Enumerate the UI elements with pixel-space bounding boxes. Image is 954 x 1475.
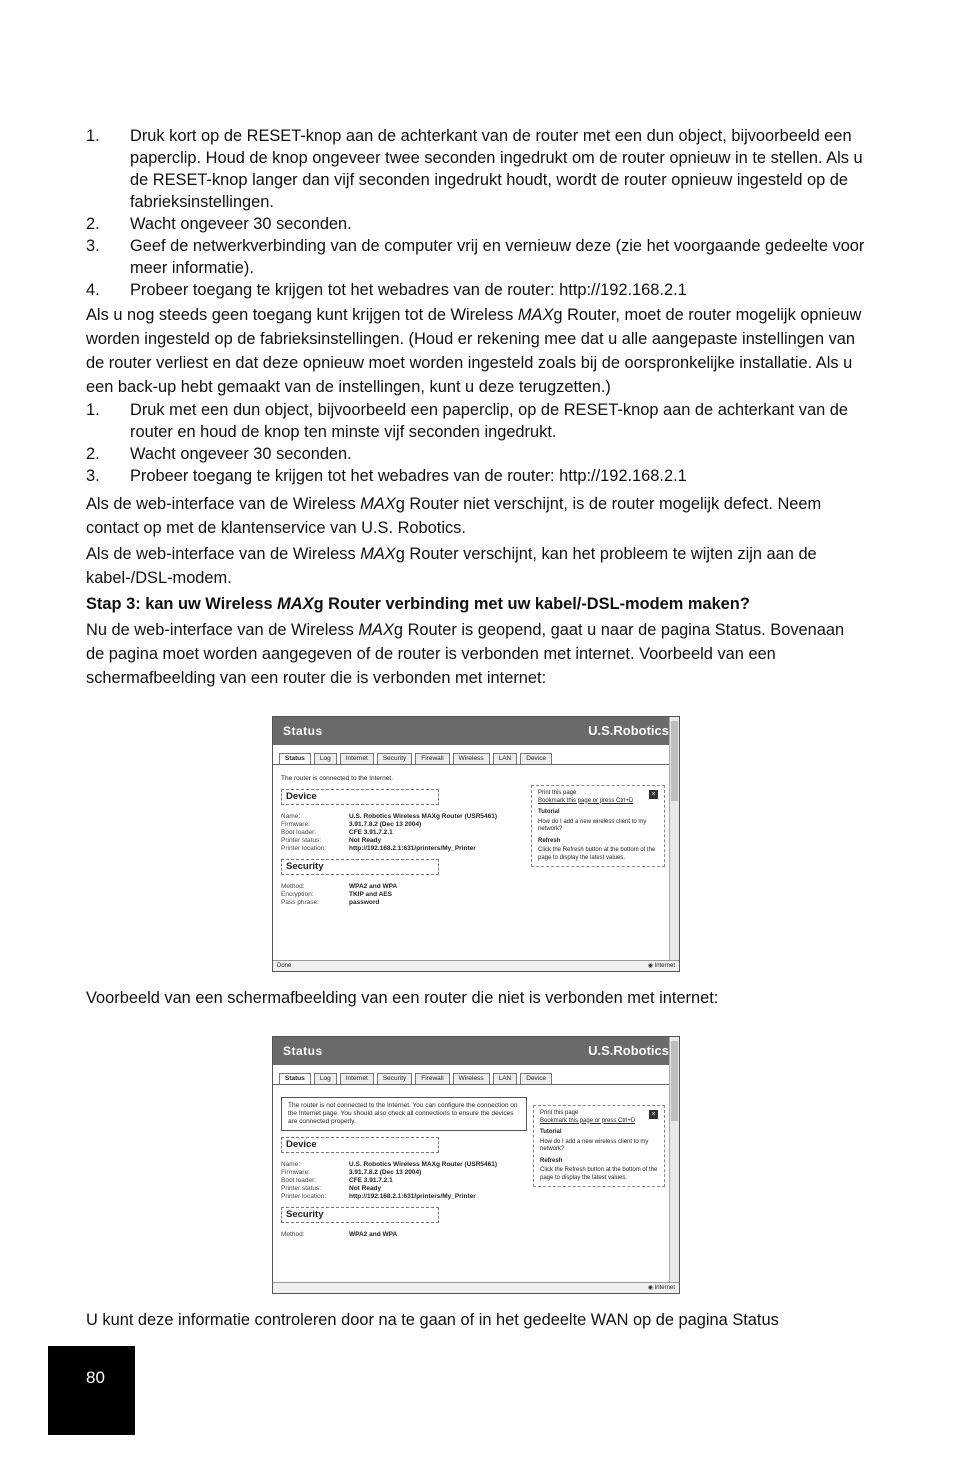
paragraph-not-connected-example: Voorbeeld van een schermafbeelding van een router die niet is verbonden met internet:	[86, 989, 719, 1007]
scrollbar[interactable]	[669, 717, 679, 961]
usrobotics-logo: U.S.Robotics	[588, 1043, 669, 1058]
table-row: Method: WPA2 and WPA	[281, 883, 398, 890]
step3-heading: Stap 3: kan uw Wireless MAXg Router verbinding met uw kabel/-DSL-modem maken?	[86, 595, 750, 613]
table-row: Printer status: Not Ready	[281, 1185, 382, 1192]
security-section-heading: Security	[281, 1207, 439, 1223]
table-row: Boot loader: CFE 3.91.7.2.1	[281, 829, 393, 836]
tab-status[interactable]: Status	[279, 753, 311, 764]
device-section-heading: Device	[281, 1137, 439, 1153]
tab-lan[interactable]: LAN	[493, 1073, 518, 1084]
refresh-text: Click the Refresh button at the bottom of the page to display the latest values.	[538, 847, 656, 861]
page-number-box	[48, 1346, 135, 1435]
tab-wireless[interactable]: Wireless	[453, 753, 490, 764]
page-number: 80	[86, 1368, 105, 1387]
router-page-title: Status	[283, 1044, 323, 1058]
help-panel	[531, 785, 665, 867]
tab-firewall[interactable]: Firewall	[415, 753, 449, 764]
router-page-title: Status	[283, 724, 323, 738]
tutorial-heading: Tutorial	[538, 809, 560, 815]
list-item: 4. Probeer toegang te krijgen tot het webadres van de router: http://192.168.2.1	[86, 281, 687, 299]
table-row: Printer location: http://192.168.2.1:631/printers/My_Printer	[281, 1193, 476, 1200]
tab-device[interactable]: Device	[520, 753, 552, 764]
refresh-heading: Refresh	[538, 837, 561, 844]
refresh-text: Click the Refresh button at the bottom of the page to display the latest values.	[540, 1167, 658, 1181]
list-item: 3. Probeer toegang te krijgen tot het webadres van de router: http://192.168.2.1	[86, 467, 687, 485]
device-section-heading: Device	[281, 789, 439, 805]
paragraph-defect: Als de web-interface van de Wireless MAXg Router niet verschijnt, is de router mogelijk defect. Neem contact op met de klantenservice van U.S. Robotics.	[86, 495, 822, 537]
tab-status[interactable]: Status	[279, 1073, 311, 1084]
list-item: 2. Wacht ongeveer 30 seconden.	[86, 445, 352, 463]
print-link[interactable]: Print this page	[538, 790, 577, 796]
bookmark-link[interactable]: Bookmark this page or press Ctrl+D	[538, 797, 634, 804]
tutorial-link[interactable]: How do I add a new wireless client to my network?	[538, 818, 647, 832]
table-row: Name: U.S. Robotics Wireless MAXg Router (USR5461)	[281, 1161, 498, 1168]
tutorial-heading: Tutorial	[540, 1129, 562, 1135]
table-row: Printer status: Not Ready	[281, 837, 382, 844]
paragraph-reset-factory: Als u nog steeds geen toegang kunt krijgen tot de Wireless MAXg Router, moet de router mogelijk opnieuw worden ingesteld op de fabrieksinstellingen. (Houd er rekening mee dat u alle aangepaste instellingen van de router verliest en dat deze opnieuw moet worden ingesteld zoals bij de oorspronkelijke installatie. Als u een back-up hebt gemaakt van de instellingen, kunt u deze terugzetten.)	[86, 306, 862, 396]
tab-lan[interactable]: LAN	[493, 753, 518, 764]
tutorial-link[interactable]: How do I add a new wireless client to my network?	[540, 1138, 649, 1152]
table-row: Firmware: 3.91.7.8.2 (Dec 13 2004)	[281, 821, 422, 828]
tab-firewall[interactable]: Firewall	[415, 1073, 449, 1084]
scrollbar-thumb[interactable]	[671, 1041, 678, 1121]
screenshot-not-connected-wrap	[86, 1036, 866, 1294]
router-body	[273, 1085, 679, 1239]
tab-internet[interactable]: Internet	[340, 753, 374, 764]
globe-icon: ◉ Internet	[647, 963, 675, 969]
print-link[interactable]: Print this page	[540, 1110, 579, 1116]
tab-security[interactable]: Security	[377, 1073, 412, 1084]
router-main	[281, 771, 525, 907]
usrobotics-logo: U.S.Robotics	[588, 723, 669, 738]
bookmark-link[interactable]: Bookmark this page or press Ctrl+D	[540, 1117, 636, 1124]
tab-wireless[interactable]: Wireless	[453, 1073, 490, 1084]
table-row: Pass phrase: password	[281, 899, 380, 906]
scrollbar-thumb[interactable]	[671, 721, 678, 801]
table-row: Encryption: TKIP and AES	[281, 891, 392, 898]
table-row: Method: WPA2 and WPA	[281, 1231, 398, 1238]
tab-log[interactable]: Log	[314, 753, 337, 764]
tab-internet[interactable]: Internet	[340, 1073, 374, 1084]
table-row: Boot loader: CFE 3.91.7.2.1	[281, 1177, 393, 1184]
tab-device[interactable]: Device	[520, 1073, 552, 1084]
globe-icon: ◉ Internet	[647, 1285, 675, 1291]
router-header	[273, 1037, 679, 1065]
router-body	[273, 765, 679, 907]
router-main	[281, 1091, 527, 1239]
screenshot-connected	[272, 716, 680, 972]
tab-security[interactable]: Security	[377, 753, 412, 764]
scrollbar[interactable]	[669, 1037, 679, 1283]
help-panel	[533, 1105, 665, 1187]
table-row: Name: U.S. Robotics Wireless MAXg Router (USR5461)	[281, 813, 498, 820]
table-row: Printer location: http://192.168.2.1:631/printers/My_Printer	[281, 845, 476, 852]
screenshot-not-connected	[272, 1036, 680, 1294]
tab-log[interactable]: Log	[314, 1073, 337, 1084]
steps-list-1	[86, 125, 866, 301]
list-item: 2. Wacht ongeveer 30 seconden.	[86, 215, 352, 233]
list-item: 1. Druk kort op de RESET-knop aan de achterkant van de router met een dun object, bijvoorbeeld een paperclip. Houd de knop ongeveer twee seconden ingedrukt om de router opnieuw in te stellen. Als u de RESET-knop langer dan vijf seconden ingedrukt houdt, wordt de router opnieuw ingesteld op de fabrieksinstellingen.	[86, 127, 863, 211]
table-row: Firmware: 3.91.7.8.2 (Dec 13 2004)	[281, 1169, 422, 1176]
router-tabs	[273, 1065, 679, 1085]
router-header	[273, 717, 679, 745]
browser-status-bar	[273, 1282, 679, 1293]
not-connected-alert: The router is not connected to the Internet. You can configure the connection on the Internet page. You should also check all connections to ensure the devices are connected properly.	[281, 1097, 527, 1131]
security-section-heading: Security	[281, 859, 439, 875]
page-content	[86, 125, 866, 1332]
paragraph-modem: Als de web-interface van de Wireless MAXg Router verschijnt, kan het probleem te wijten zijn aan de kabel-/DSL-modem.	[86, 545, 817, 587]
steps-list-2	[86, 399, 866, 487]
close-icon[interactable]: ×	[649, 790, 658, 799]
refresh-heading: Refresh	[540, 1157, 563, 1164]
paragraph-status-page: Nu de web-interface van de Wireless MAXg Router is geopend, gaat u naar de pagina Status. Bovenaan de pagina moet worden aangegeven of de router is verbonden met internet. Voorbeeld van een schermafbeelding van een router die is verbonden met internet:	[86, 621, 845, 687]
screenshot-connected-wrap	[86, 716, 866, 972]
paragraph-wan-check: U kunt deze informatie controleren door na te gaan of in het gedeelte WAN op de pagina Status	[86, 1311, 779, 1329]
list-item: 3. Geef de netwerkverbinding van de computer vrij en vernieuw deze (zie het voorgaande gedeelte voor meer informatie).	[86, 237, 865, 277]
router-tabs	[273, 745, 679, 765]
connection-status-text: The router is connected to the Internet.	[281, 775, 394, 782]
close-icon[interactable]: ×	[649, 1110, 658, 1119]
list-item: 1. Druk met een dun object, bijvoorbeeld een paperclip, op de RESET-knop aan de achterkant van de router en houd de knop ten minste vijf seconden ingedrukt.	[86, 401, 849, 441]
browser-status-bar: Done ◉ Internet	[273, 960, 679, 971]
